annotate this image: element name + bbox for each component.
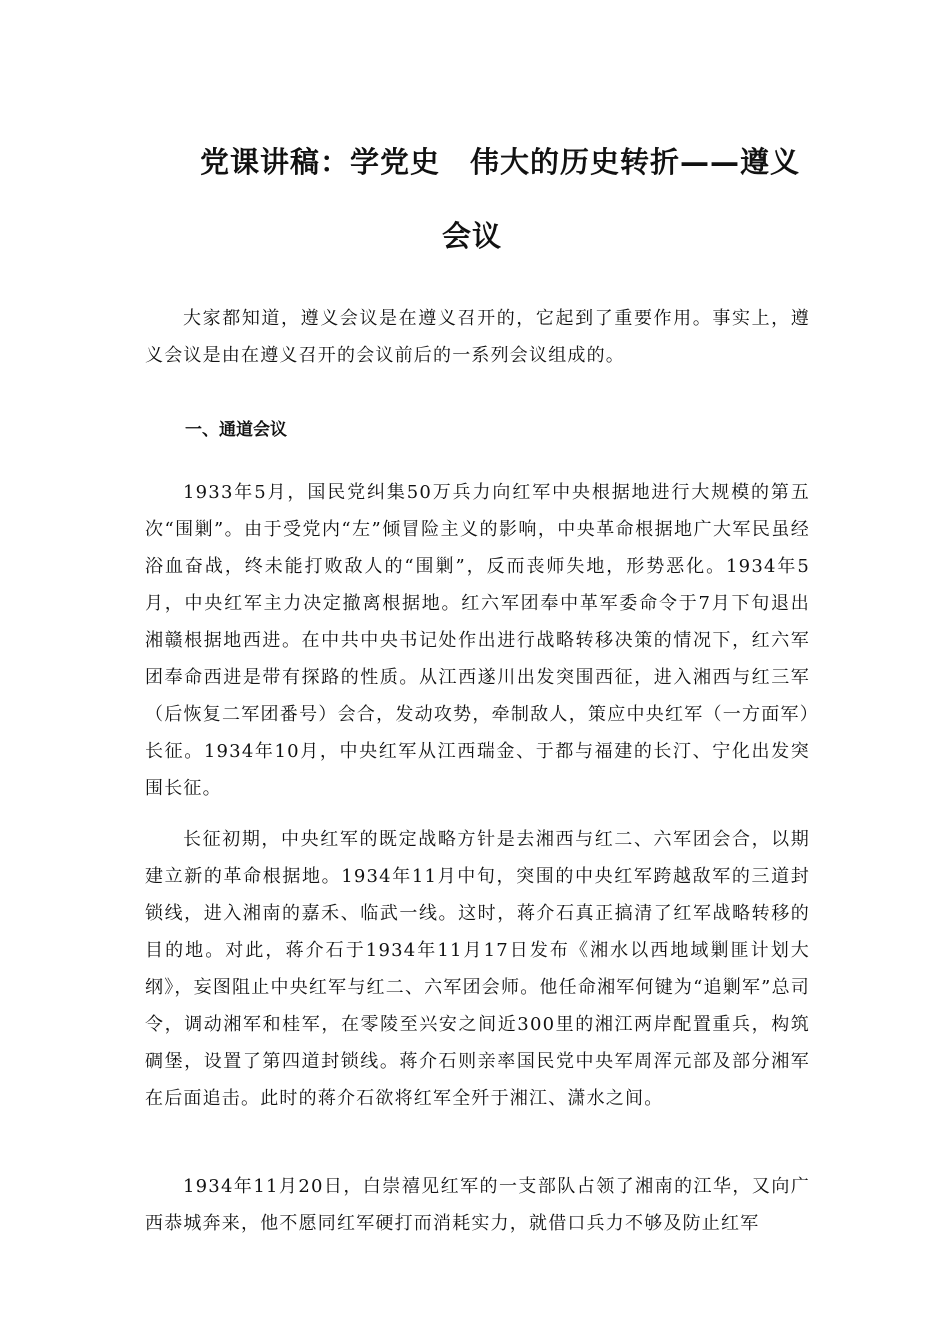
- body-paragraph: 1933年5月，国民党纠集50万兵力向红军中央根据地进行大规模的第五次“围剿”。由于受党内“左”倾冒险主义的影响，中央革命根据地广大军民虽经浴血奋战，终未能打败敌人的“围剿”，反而丧师失地，形势恶化。1934年5月，中央红军主力决定撤离根据地。红六军团奉中革军委命令于7月下旬退出湘赣根据地西进。在中共中央书记处作出进行战略转移决策的情况下，红六军团奉命西进是带有探路的性质。从江西遂川出发突围西征，进入湘西与红三军（后恢复二军团番号）会合，发动攻势，牵制敌人，策应中央红军（一方面军）长征。1934年10月，中央红军从江西瑞金、于都与福建的长汀、宁化出发突围长征。: [145, 482, 810, 799]
- section-heading: 一、通道会议: [185, 420, 287, 440]
- document-title-continued: 会议: [442, 219, 503, 253]
- body-paragraph: 1934年11月20日，白崇禧见红军的一支部队占领了湘南的江华，又向广西恭城奔来，他不愿同红军硬打而消耗实力，就借口兵力不够及防止红军: [145, 1176, 810, 1234]
- intro-paragraph: 大家都知道，遵义会议是在遵义召开的，它起到了重要作用。事实上，遵义会议是由在遵义召开的会议前后的一系列会议组成的。: [145, 308, 810, 366]
- document-title: 党课讲稿：学党史 伟大的历史转折——遵义: [200, 145, 801, 179]
- body-paragraph: 长征初期，中央红军的既定战略方针是去湘西与红二、六军团会合，以期建立新的革命根据地。1934年11月中旬，突围的中央红军跨越敌军的三道封锁线，进入湘南的嘉禾、临武一线。这时，蒋介石真正搞清了红军战略转移的目的地。对此，蒋介石于1934年11月17日发布《湘水以西地域剿匪计划大纲》，妄图阻止中央红军与红二、六军团会师。他任命湘军何键为“追剿军”总司令，调动湘军和桂军，在零陵至兴安之间近300里的湘江两岸配置重兵，构筑碉堡，设置了第四道封锁线。蒋介石则亲率国民党中央军周浑元部及部分湘军在后面追击。此时的蒋介石欲将红军全歼于湘江、潇水之间。: [145, 829, 810, 1109]
